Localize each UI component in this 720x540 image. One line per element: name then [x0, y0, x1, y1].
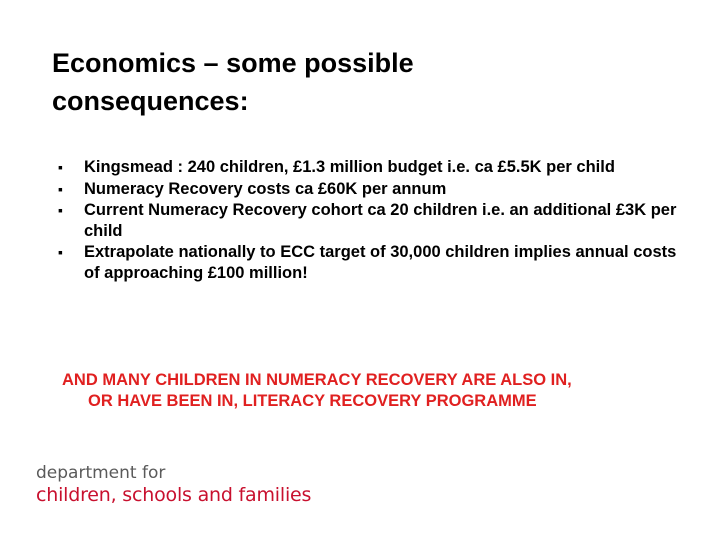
bullet-text: Current Numeracy Recovery cohort ca 20 children i.e. an additional £3K per child: [84, 201, 677, 240]
emphasis-line-1: AND MANY CHILDREN IN NUMERACY RECOVERY ARE ALSO IN,: [62, 371, 572, 389]
bullet-item: [58, 242, 678, 283]
square-bullet-icon: [58, 200, 63, 223]
bullet-item: [58, 179, 678, 200]
square-bullet-icon: [58, 242, 63, 265]
slide-title: [52, 44, 672, 120]
title-line-2: consequences:: [52, 86, 249, 116]
bullet-text: Numeracy Recovery costs ca £60K per annum: [84, 179, 447, 198]
bullet-text: Kingsmead : 240 children, £1.3 million budget i.e. ca £5.5K per child: [84, 158, 615, 176]
logo-line-1: department for: [36, 463, 166, 483]
emphasis-line-2: OR HAVE BEEN IN, LITERACY RECOVERY PROGRAMME: [88, 392, 537, 410]
square-bullet-icon: [58, 157, 63, 180]
dcsf-logo: [36, 464, 311, 507]
bullet-list: [58, 157, 678, 284]
logo-line-2: children, schools and families: [36, 484, 312, 506]
emphasis-note: [62, 370, 682, 412]
bullet-item: [58, 200, 678, 241]
title-line-1: Economics – some possible: [52, 48, 414, 78]
square-bullet-icon: [58, 179, 63, 202]
bullet-item: [58, 157, 678, 178]
bullet-text: Extrapolate nationally to ECC target of 30,000 children implies annual costs of approaching £100 million!: [84, 243, 677, 282]
